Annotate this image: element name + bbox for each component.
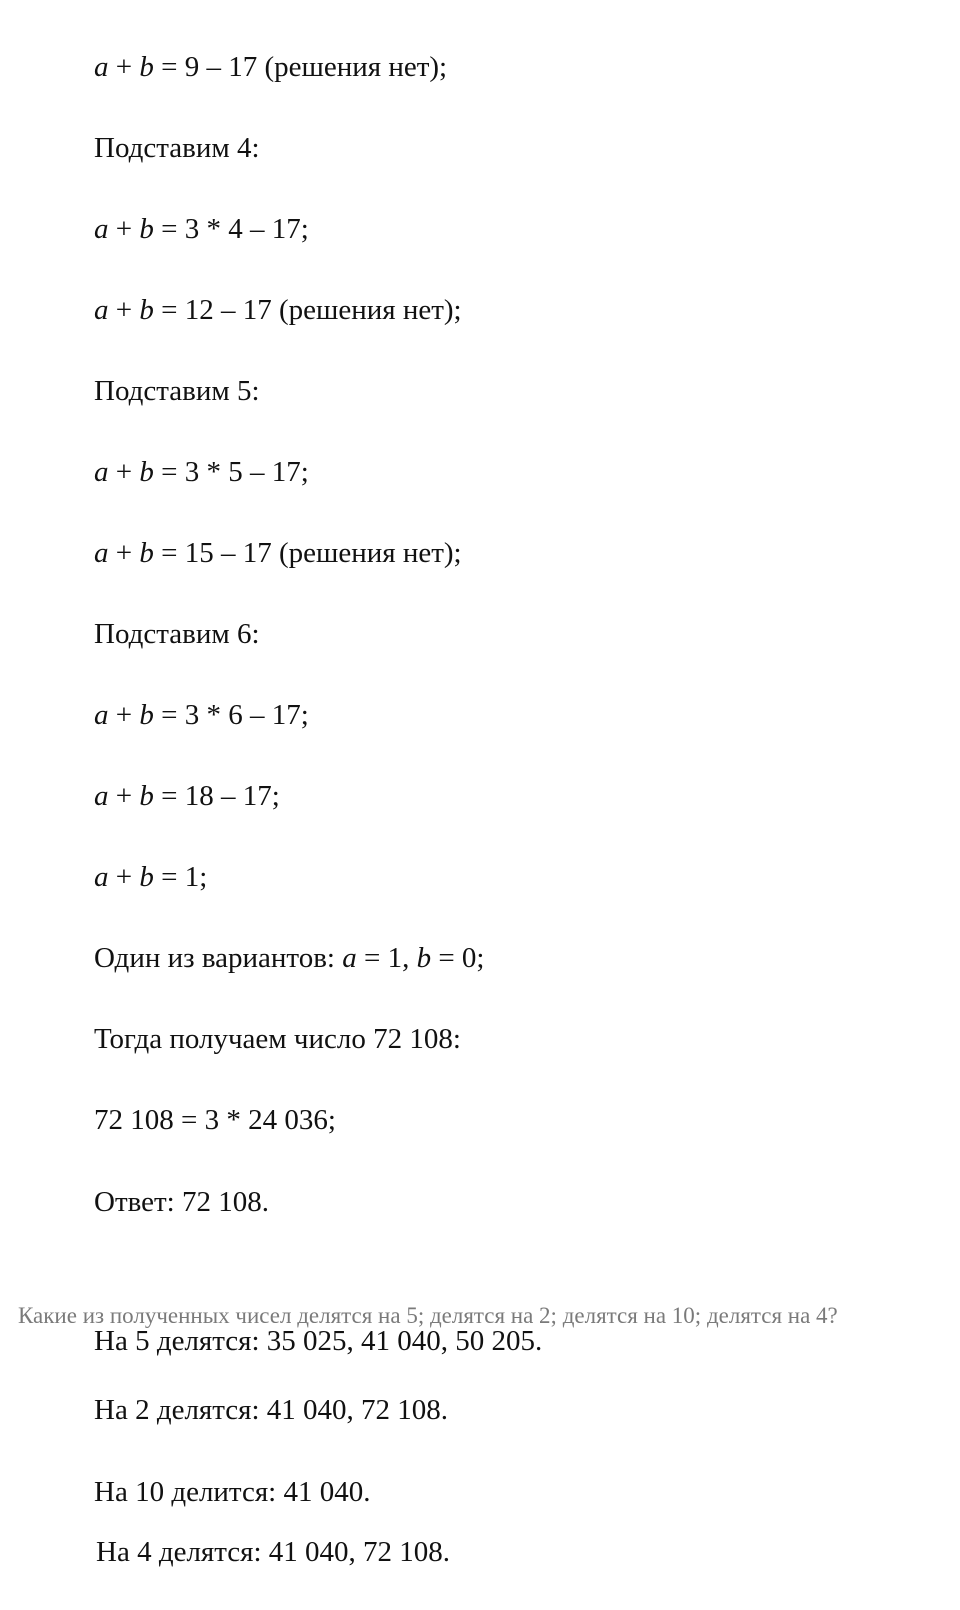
plus-sign: + — [108, 780, 140, 812]
substitution-line: Подставим 4: — [94, 132, 260, 164]
equation-line — [94, 212, 309, 246]
equation-rest: = 12 – 17 (решения нет); — [153, 294, 462, 326]
plus-sign: + — [108, 699, 140, 731]
variable-a: a — [94, 213, 109, 245]
answer-div-10: На 10 делится: 41 040. — [94, 1476, 371, 1508]
equation-line — [94, 536, 462, 570]
variable-b: b — [139, 456, 154, 488]
plus-sign: + — [108, 213, 140, 245]
variable-a: a — [94, 294, 109, 326]
plus-sign: + — [108, 294, 140, 326]
equation-rest: = 18 – 17; — [153, 780, 280, 812]
variable-b: b — [139, 294, 154, 326]
variable-a: a — [342, 942, 357, 974]
equation-line — [94, 860, 207, 894]
answer-div-2: На 2 делятся: 41 040, 72 108. — [94, 1394, 449, 1426]
variable-b: b — [139, 213, 154, 245]
variable-b: b — [139, 861, 154, 893]
equation-rest: = 3 * 4 – 17; — [153, 213, 309, 245]
variable-b: b — [139, 699, 154, 731]
equation-line — [94, 779, 280, 813]
plus-sign: + — [108, 51, 140, 83]
variable-a: a — [94, 780, 109, 812]
plus-sign: + — [108, 861, 140, 893]
variable-a: a — [94, 51, 109, 83]
variable-a: a — [94, 699, 109, 731]
equation-line — [94, 455, 309, 489]
answer-div-5: На 5 делятся: 35 025, 41 040, 50 205. — [94, 1325, 543, 1357]
variant-mid: = 1, — [356, 942, 417, 974]
question-text: Какие из полученных чисел делятся на 5; делятся на 2; делятся на 10; делятся на 4? — [18, 1303, 838, 1328]
equation-rest: = 9 – 17 (решения нет); — [153, 51, 448, 83]
variable-b: b — [139, 537, 154, 569]
equation-rest: = 3 * 6 – 17; — [153, 699, 309, 731]
substitution-line: Подставим 5: — [94, 375, 260, 407]
plus-sign: + — [108, 456, 140, 488]
variable-b: b — [416, 942, 432, 974]
variable-a: a — [94, 537, 109, 569]
equation-line — [94, 698, 309, 732]
answer-div-4: На 4 делятся: 41 040, 72 108. — [96, 1536, 451, 1568]
equation-rest: = 0; — [431, 942, 485, 974]
equation-rest: = 3 * 5 – 17; — [153, 456, 309, 488]
equation-rest: = 1; — [153, 861, 208, 893]
plus-sign: + — [108, 537, 140, 569]
variable-a: a — [94, 456, 109, 488]
substitution-line: Подставим 6: — [94, 618, 260, 650]
variable-b: b — [139, 51, 154, 83]
variable-b: b — [139, 780, 154, 812]
answer-line: Ответ: 72 108. — [94, 1186, 269, 1218]
check-line: 72 108 = 3 * 24 036; — [94, 1104, 336, 1136]
equation-line — [94, 50, 447, 84]
variant-prefix: Один из вариантов: — [94, 942, 343, 974]
result-number-line: Тогда получаем число 72 108: — [94, 1023, 461, 1055]
variant-line — [94, 941, 485, 975]
equation-line — [94, 293, 462, 327]
equation-rest: = 15 – 17 (решения нет); — [153, 537, 462, 569]
variable-a: a — [94, 861, 109, 893]
